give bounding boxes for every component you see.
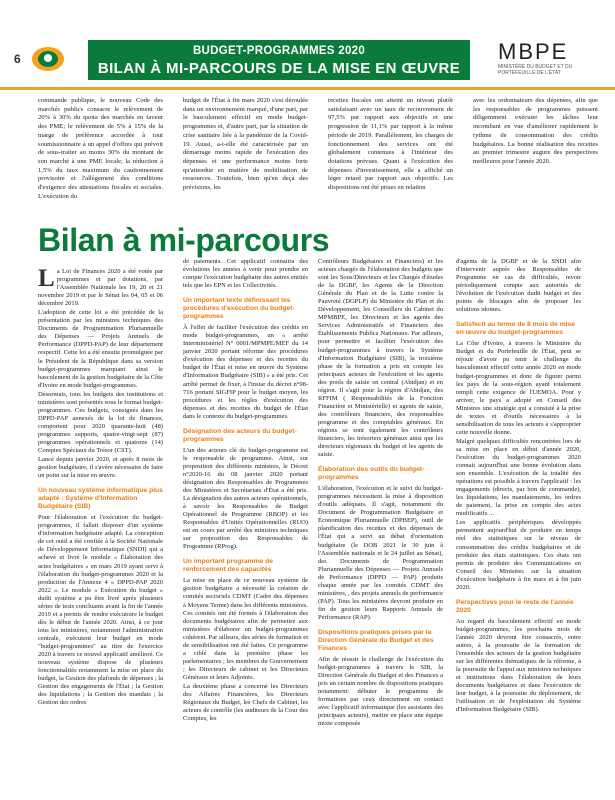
section-heading: Perspectives pour le reste de l'année 2020 bbox=[456, 598, 574, 614]
paragraph: La deuxième phase a concerné les Directeurs des Affaires Financières, les Directeurs Régionaux du Budget, les Chefs de Cabinet, les acteurs de contrôle (les auditeurs de la Cour des Comptes, les bbox=[183, 682, 308, 723]
paragraph: d'agents de la DGBF et de la SNDI afin d'intervenir auprès des Responsables de Programme en cas de difficultés, revoir périodiquement compte aux autorités de l'évolution de l'exécution dudit budget et des points de blocages afin de proposer les solutions idoines. bbox=[456, 258, 581, 314]
header-banner bbox=[88, 40, 470, 80]
paragraph: Les applicatifs périphériques développés permettent aujourd'hui de produire en temps réel des statistiques sur le niveau de consommation des crédits budgétaires et de produire des états statistiques. Ces états ont permis de produire des Communications en Conseil des Ministres sur la situation d'exécution budgétaire à fin mars et à fin juin 2020. bbox=[456, 519, 581, 591]
paragraph: À l'effet de faciliter l'exécution des crédits en mode budget-programmes, un « arrêté Interministériel N° 0001/MPMPE/MEF du 14 janvier 2020 portant réforme des procédures d'exécution des dépenses et des recettes du budget de l'État et mise en œuvre du Système d'Information Budgétaire (SIB) » a été pris. Cet arrêté permet de fixer, à l'instar du décret n°98-716 portant SIGFIP pour le budget moyen, les procédures et les règles d'exécution des dépenses et des recettes du budget de l'État dans le contexte du budget-programmes. bbox=[183, 324, 308, 420]
coat-of-arms-icon bbox=[28, 44, 68, 74]
paragraph: Désormais, tous les budgets des institutions et ministères sont présentés sous le format budget-programmes. Ces budgets, consignés dans les DPPD-PAP annexés de la loi de finances, comportent pour 2020 quarante-huit (48) programmes supports, quatre-vingt-sept (87) programmes opérationnels et quatorze (14) Comptes Spéciaux du Trésor (CST). bbox=[38, 390, 163, 455]
paragraph: Au regard du basculement effectif en mode budget-programmes, les prochains mois de l'année 2020 devront être consacrés, entre autres, à la poursuite de la formation de l'ensemble des acteurs de la gestion budgétaire sur les différentes thématiques de la réforme, à la poursuite de l'appui aux ministres techniques et institutions dans l'élaboration de leurs documents budgétaires et dans l'exécution de leur budget, à la poursuite du déploiement, de l'utilisation et de l'exploitation du Système d'Information Budgétaire (SIB). bbox=[456, 617, 581, 714]
page-header bbox=[0, 0, 615, 93]
drop-cap: L bbox=[38, 265, 55, 292]
article-column-2 bbox=[183, 258, 308, 724]
article-title: Bilan à mi-parcours bbox=[38, 222, 330, 258]
paragraph: de paiements. Cet applicatif connaitra des évolutions les années à venir pour prendre en compte l'exécution budgétaire des autres entités tels que les EPN et les Collectivités. bbox=[183, 258, 308, 290]
logo-subtitle: MINISTÈRE DU BUDGET ET DU PORTEFEUILLE DE L'ÉTAT bbox=[498, 64, 573, 76]
section-heading: Un important programme de renforcement des capacités bbox=[183, 558, 273, 574]
paragraph-text: a Loi de Finances 2020 a été votée par programmes et par dotations, par l'Assemblée Nationale les 19, 20 et 21 novembre 2019 et par le Sénat les 04, 05 et 06 décembre 2019. bbox=[38, 268, 163, 308]
paragraph bbox=[38, 265, 163, 308]
paragraph: L'adoption de cette loi a été précédée de la présentation par les ministres techniques des Documents de Programmation Pluriannuelle des Dépenses — Projets Annuels de Performance (DPPD-PAP) de leur département respectif. Cette loi a été ensuite promulguée par le Président de la République dans sa version budget-programmes marquant ainsi le basculement de la gestion budgétaire de la Côte d'Ivoire en mode budget-programmes. bbox=[38, 309, 163, 389]
article-column-4 bbox=[456, 258, 581, 715]
section-heading: Satisfecit au terme de 8 mois de mise en œuvre du budget-programmes bbox=[456, 321, 575, 337]
banner-title: BILAN À MI-PARCOURS DE LA MISE EN ŒUVRE bbox=[97, 60, 461, 77]
article-column-3 bbox=[318, 258, 443, 729]
intro-column-3: recettes fiscales ont atteint un niveau plutôt satisfaisant avec un taux de recouvrement de 97,5% par rapport aux objectifs et une progression de 11,1% par rapport à la même période de 2019. Parallèlement, les charges de fonctionnement des services ont été globalement contenues à l'intérieur des dotations prévues. Quant à l'exécution des dépenses d'investissement, elle a affiché un léger retard par rapport aux objectifs. Les dispositions ont été prises en relation bbox=[328, 97, 453, 192]
intro-column-1: commande publique, le nouveau Code des marchés publics consacre le relèvement de 20% à 30% du quota des marchés en faveur des PME; le relèvement de 5% à 15% de la marge de préférence accordée à tout soumissionnaire à un appel d'offres qui prévoit de sous-traiter au moins 30% du montant de son marché à une PME locale; la réduction à 1,5% du taux maximum du cautionnement provisoire et l'allègement des conditions d'exigence des attestations fiscales et sociales. L'exécution du bbox=[38, 97, 163, 200]
ministry-logo bbox=[498, 40, 603, 82]
logo-text: MBPE bbox=[498, 39, 569, 64]
paragraph: Contrôleurs Budgétaires et Financiers) et les acteurs chargés de l'élaboration des budgets que sont les Sous/Directeurs et les Chargés d'études de la DGBF, les Agents de la Direction Générale du Plan et de la Lutte contre la Pauvreté (DGPLP) du Ministère du Plan et du Développement, les Conseillers du Cabinet du MPMBPE, les Directeurs et les agents des Services Administratifs et Financiers des Établissements Publics Nationaux. Par ailleurs, pour permettre et faciliter l'exécution des budget-programmes à travers le Système d'Information Budgétaire (SIB), la troisième phase de la formation a pris en compte les principaux acteurs de l'exécution et les agents des pools de saisie en central (Abidjan) et en région. Il s'agit pour la région d'Abidjan, des RFFIM ( Responsabilités de la Fonction Financière et Ministérielle) et agents de saisie, des contrôleurs financiers, des responsables programme et des comptables généraux. En régions se sont également les contrôleurs financiers, les trésoriers généraux ainsi que les directeurs régionaux du budget et les agents de saisie. bbox=[318, 258, 443, 459]
intro-column-2: budget de l'État à fin mars 2020 s'est déroulée dans un environnement marqué, d'une part, par le basculement effectif en mode budget-programmes et, d'autre part, par la situation de crise sanitaire liée à la pandémie de la Covid-19. Aussi, a-t-elle été caractérisée par un démarrage moins rapide de l'exécution des dépenses et une performance moins forte qu'attendue en matière de mobilisation de ressources. Toutefois, bien qu'en deçà des prévisions, les bbox=[183, 97, 308, 192]
header-rule bbox=[0, 87, 615, 90]
section-heading: Élaboration des outils du budget-programmes bbox=[318, 466, 425, 482]
paragraph: Afin de réussir le challenge de l'exécution du budget-programmes à travers le SIB, la Direction Générale du Budget et des Finances a pris un certain nombre de dispositions pratiques notamment: débuter le programme de formations par ceux directement en contact avec l'applicatif informatique (les assistants des principaux acteurs), mettre en place une équipe mixte composée bbox=[318, 655, 443, 728]
section-heading: Désignation des acteurs du budget-programmes bbox=[183, 427, 297, 443]
intro-column-4: avec les ordonnateurs des dépenses, afin que les responsables de programmes puissent diligemment exécuter les tâches leur incombant en vue d'améliorer rapidement le rythme de consommation des crédits budgétaires. La bonne réalisation des recettes au premier trimestre augure des perspectives meilleures pour l'année 2020. bbox=[473, 97, 598, 165]
paragraph: La Côte d'Ivoire, à travers le Ministère du Budget et du Portefeuille de l'État, peut se réjouir d'avoir pu tenir le challenge du basculement effectif cette année 2020 en mode budget-programmes et donc de figurer parmi les pays de la sous-région ayant totalement rempli cette exigence de l'UEMOA. Pour y arriver, le pays a adopté en Conseil des Ministres une stratégie qui a consisté à la prise de textes et d'outils nécessaires à la sensibilisation de tous les acteurs à s'approprier cette nouvelle donne. bbox=[456, 340, 581, 436]
page-number: 6 bbox=[14, 52, 21, 66]
paragraph: L'élaboration, l'exécution et le suivi du budget-programmes nécessitent la mise à disposition d'outils adéquats. Il s'agit, notamment du Document de Programmation Budgétaire et Économique Pluriannuelle (DPBEP), outil de planification des recettes et des dépenses de l'État qui a servi au débat d'orientation budgétaire (le DOB 2021 le 30 juin à l'Assemblée nationale et le 24 juillet au Sénat), des Documents de Programmation Pluriannuelle des Dépenses — Projets Annuels de Performance (DPPD — PAP) produits chaque année par les comités CDMT des ministères, , des projets annuels de performance (PAP). Tous les ministères devront produire en fin de gestion leurs Rapports Annuels de Performance (RAP). bbox=[318, 485, 443, 621]
paragraph: Malgré quelques difficultés rencontrées lors de sa mise en place en début d'année 2020, l'exécution du budget-programmes 2020 connait aujourd'hui une bonne évolution dans son ensemble. L'exécution de la totalité des opérations est possible à travers l'applicatif : les engagements (directs, par bon de commande), les liquidations, les mandatements, les ordres de paiement, la prise en compte des actes modificatifs ... bbox=[456, 437, 581, 518]
paragraph: Pour l'élaboration et l'exécution du budget-programmes, il fallait disposer d'un système d'information budgétaire adapté. La conception de cet outil a été confiée à la Société Nationale de Développement Informatique (SNDI) qui a achevé et livré le module « Élaboration des actes budgétaires » en mars 2019 ayant servi à l'élaboration du budget-programmes 2020 et la production de l'Annexe 4 « DPPD-PAP 2020 2022 ». Le module « Exécution du budget » dudit système a pu être livré après plusieurs séries de tests concluants avant la fin de l'année 2019 et a permis de rendre exécutoire le budget dès le début de l'année 2020. Ainsi, à ce jour tous les ministères, notamment l'administration centrale, exécutent leur budget en mode "budget-programmes" au titre de l'exercice 2020 à travers ce nouvel applicatif amélioré. Ce nouveau système dispose de plusieurs fonctionnalités notamment la mise en place du budget, la Gestion des plafonds de dépenses ; la Gestion des engagements de l'État ; la Gestion des liquidations ; la Gestion des mandats ; la Gestion des ordres bbox=[38, 514, 163, 707]
section-heading: Dispositions pratiques prises par la Direction Générale du Budget et des Finances bbox=[318, 628, 434, 652]
section-heading: Un important texte définissant les procédures d'exécution du budget-programmes bbox=[183, 297, 295, 321]
article-column-1 bbox=[38, 265, 163, 708]
paragraph: La mise en place de ce nouveau système de gestion budgétaire a nécessité la création de comités sectoriels CDMT (Cadre des dépenses à Moyens Terme) dans les différents ministères. Ces comités ont été formés à l'élaboration des documents budgétaires afin de permettre aux ministères d'élaborer un budget-programmes cohérent. Par ailleurs, des séries de formation et de sensibilisation ont été faites. Ce programme a ciblé dans la première phase les parlementaires ; les membres du Gouvernement ; les Directeurs de cabinet et les Directeurs Généraux et leurs Adjoints. bbox=[183, 577, 308, 681]
banner-subtitle: BUDGET-PROGRAMMES 2020 bbox=[192, 45, 366, 57]
paragraph: Lancé depuis janvier 2020, et après 8 mois de gestion budgétaire, il s'avère nécessaire de faire un point sur la mise en œuvre. bbox=[38, 456, 163, 480]
intro-columns bbox=[38, 97, 598, 201]
paragraph: L'un des acteurs clé du budget-programme est le responsable de programme. Ainsi, sur proposition des différents ministres, le Décret n°2020-16 du 08 janvier 2020 portant désignation des Responsables de Programmes des Ministères et Secrétariats d'État a été pris. La désignation des autres acteurs opérationnels, à savoir les Responsables de Budget Opérationnel de Programme (RBOP) et les Responsables d'Unités Opérationnelles (RUO) est en cours par arrêté des ministres techniques sur proposition des Responsables de Programme (RProg). bbox=[183, 446, 308, 551]
section-heading: Un nouveau système informatique plus adapté : Système d'Information Budgétaire (SIB) bbox=[38, 487, 163, 511]
